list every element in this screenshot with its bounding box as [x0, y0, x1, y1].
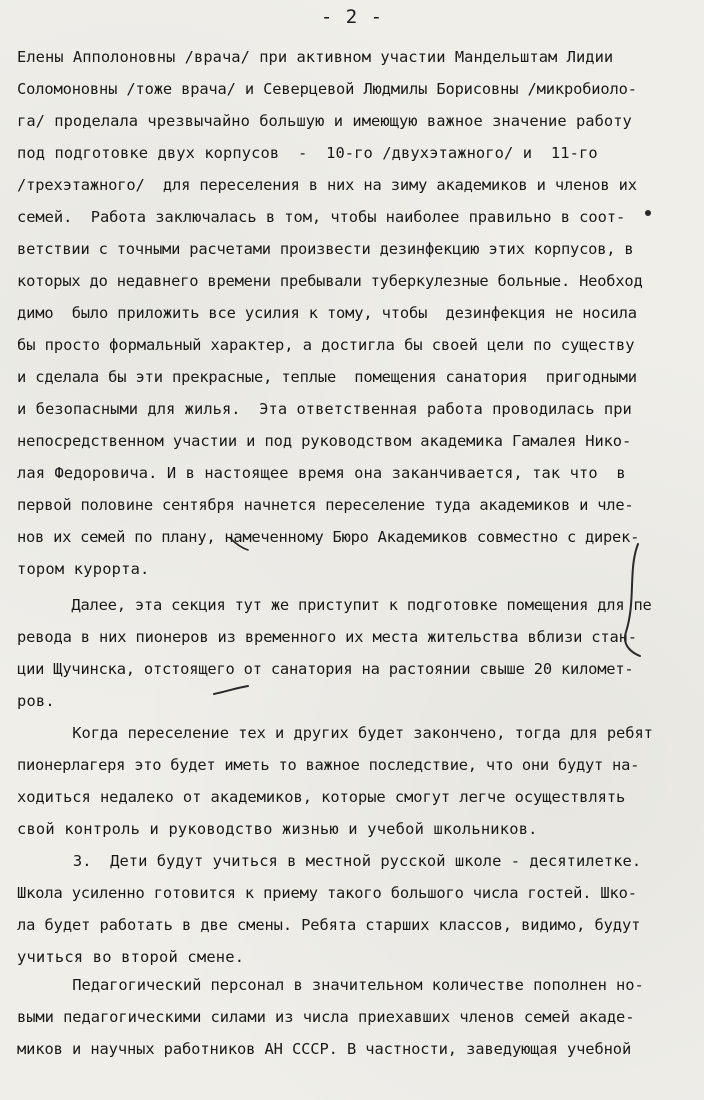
text-line: Когда переселение тех и других будет закончено, тогда для ребят: [17, 724, 653, 742]
text-line: га/ проделала чрезвычайно большую и имеющую важное значение работу: [17, 112, 632, 130]
text-line: ревода в них пионеров из временного их места жительства вблизи стан-: [17, 628, 637, 646]
text-line: миков и научных работников АН СССР. В частности, заведующая учебной: [17, 1040, 632, 1058]
text-line: ветствии с точными расчетами произвести дезинфекцию этих корпусов, в: [17, 240, 634, 258]
text-line: учиться во второй смене.: [17, 948, 245, 966]
text-line: /трехэтажного/ для переселения в них на зиму академиков и членов их: [17, 176, 637, 194]
text-line: непосредственном участии и под руководством академика Гамалея Нико-: [17, 432, 632, 450]
text-line: Школа усиленно готовится к приему такого большого числа гостей. Шко-: [17, 884, 637, 902]
text-line: пионерлагеря это будет иметь то важное последствие, что они будут на-: [17, 756, 640, 774]
text-line: Далее, эта секция тут же приступит к подготовке помещения для пе: [17, 596, 652, 614]
text-line: ла будет работать в две смены. Ребята старших классов, видимо, будут: [17, 916, 641, 934]
pen-dash-mark: [212, 682, 252, 698]
text-line: семей. Работа заключалась в том, чтобы наиболее правильно в соот-: [17, 208, 626, 226]
text-line: выми педагогическими силами из числа приехавших членов семей акаде-: [17, 1008, 635, 1026]
text-line: бы просто формальный характер, а достигла бы своей цели по существу: [17, 336, 635, 354]
text-line: 3. Дети будут учиться в местной русской школе - десятилетке.: [17, 852, 642, 870]
text-line: Педагогический персонал в значительном количестве пополнен но-: [17, 976, 644, 994]
text-line: свой контроль и руководство жизнью и учебой школьников.: [17, 820, 538, 838]
text-line: димо было приложить все усилия к тому, чтобы дезинфекция не носила: [17, 304, 637, 322]
text-line: под подготовке двух корпусов - 10-го /двухэтажного/ и 11-го: [17, 144, 598, 162]
page-number: - 2 -: [320, 6, 384, 28]
text-line: и сделала бы эти прекрасные, теплые помещения санатория пригодными: [17, 368, 637, 386]
text-line: Елены Апполоновны /врача/ при активном участии Мандельштам Лидии: [17, 48, 614, 66]
text-line: Соломоновны /тоже врача/ и Северцевой Людмилы Борисовны /микробиоло-: [17, 80, 637, 98]
text-line: тором курорта.: [17, 560, 150, 578]
text-line: лая Федоровича. И в настоящее время она заканчивается, так что в: [17, 464, 626, 482]
text-line: ров.: [17, 692, 55, 710]
ink-speck-mark: [640, 205, 656, 221]
text-line: первой половине сентября начнется переселение туда академиков и чле-: [17, 496, 634, 514]
text-line: ции Щучинска, отстоящего от санатория на растоянии свыше 20 километ-: [17, 660, 634, 678]
text-line: и безопасными для жилья. Эта ответственная работа проводилась при: [17, 400, 632, 418]
text-line: нов их семей по плану, намеченному Бюро Академиков совместно с дирек-: [17, 528, 640, 546]
text-line: ходиться недалеко от академиков, которые смогут легче осуществлять: [17, 788, 626, 806]
text-line: которых до недавнего времени пребывали туберкулезные больные. Необход: [17, 272, 643, 290]
